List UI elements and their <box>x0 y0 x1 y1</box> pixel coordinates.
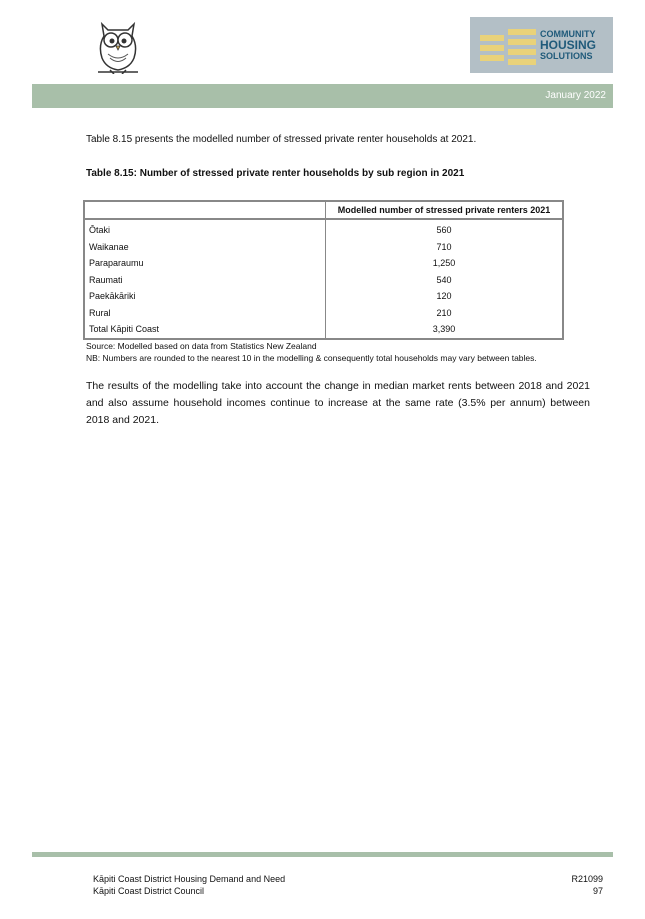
table-cell-value: 3,390 <box>432 324 456 335</box>
table-cell-region: Rural <box>84 305 326 322</box>
table-cell-region: Waikanae <box>84 239 326 256</box>
table-notes <box>86 340 537 364</box>
table-cell-value: 540 <box>436 274 452 285</box>
logo-bars-icon <box>480 27 536 65</box>
community-housing-logo <box>470 17 613 73</box>
nb-note: NB: Numbers are rounded to the nearest 10 in the modelling & consequently total households may vary between tables. <box>86 353 537 363</box>
table-cell-value: 120 <box>436 291 452 302</box>
table-row <box>84 219 563 239</box>
footer-left <box>93 873 285 897</box>
table-header-value: Modelled number of stressed private renters 2021 <box>326 201 564 219</box>
logo-line1: COMMUNITY <box>540 29 596 39</box>
footer-page-number: 97 <box>592 886 603 896</box>
table-cell-region: Paekākāriki <box>84 288 326 305</box>
table-cell-value: 210 <box>436 307 452 318</box>
table-row <box>84 272 563 289</box>
table-cell-region: Ōtaki <box>84 219 326 239</box>
table-row-total <box>84 321 563 339</box>
logo-line2: HOUSING <box>540 38 597 52</box>
footer-report-title: Kāpiti Coast District Housing Demand and Need <box>93 874 286 884</box>
table-caption: Table 8.15: Number of stressed private renter households by sub region in 2021 <box>86 168 465 179</box>
table-cell-value: 1,250 <box>432 258 456 269</box>
table-row <box>84 255 563 272</box>
table-cell-region: Paraparaumu <box>84 255 326 272</box>
table-cell-value: 710 <box>436 241 452 252</box>
table-row <box>84 239 563 256</box>
footer-client: Kāpiti Coast District Council <box>93 886 205 896</box>
table-cell-region: Total Kāpiti Coast <box>84 321 326 339</box>
header-date: January 2022 <box>545 90 606 101</box>
logo-line3: SOLUTIONS <box>540 51 593 61</box>
stressed-renters-table <box>83 200 564 340</box>
table-cell-region: Raumati <box>84 272 326 289</box>
footer-rule <box>32 852 613 857</box>
table-row <box>84 288 563 305</box>
table-row <box>84 305 563 322</box>
footer-report-code: R21099 <box>571 874 603 884</box>
owl-icon <box>92 18 144 74</box>
intro-text: Table 8.15 presents the modelled number of stressed private renter households at 2021. <box>86 134 477 145</box>
table-cell-value: 560 <box>436 225 452 236</box>
footer-right <box>571 873 603 897</box>
table-header-region <box>84 201 326 219</box>
header-band <box>32 84 613 108</box>
table-header-row <box>84 201 563 219</box>
source-note: Source: Modelled based on data from Statistics New Zealand <box>86 341 317 351</box>
body-paragraph: The results of the modelling take into account the change in median market rents between 2018 and 2021 and also assume household incomes continue to increase at the same rate (3.5% per annum) between 2018 and 2021. <box>86 380 590 426</box>
logo-text <box>540 29 610 61</box>
